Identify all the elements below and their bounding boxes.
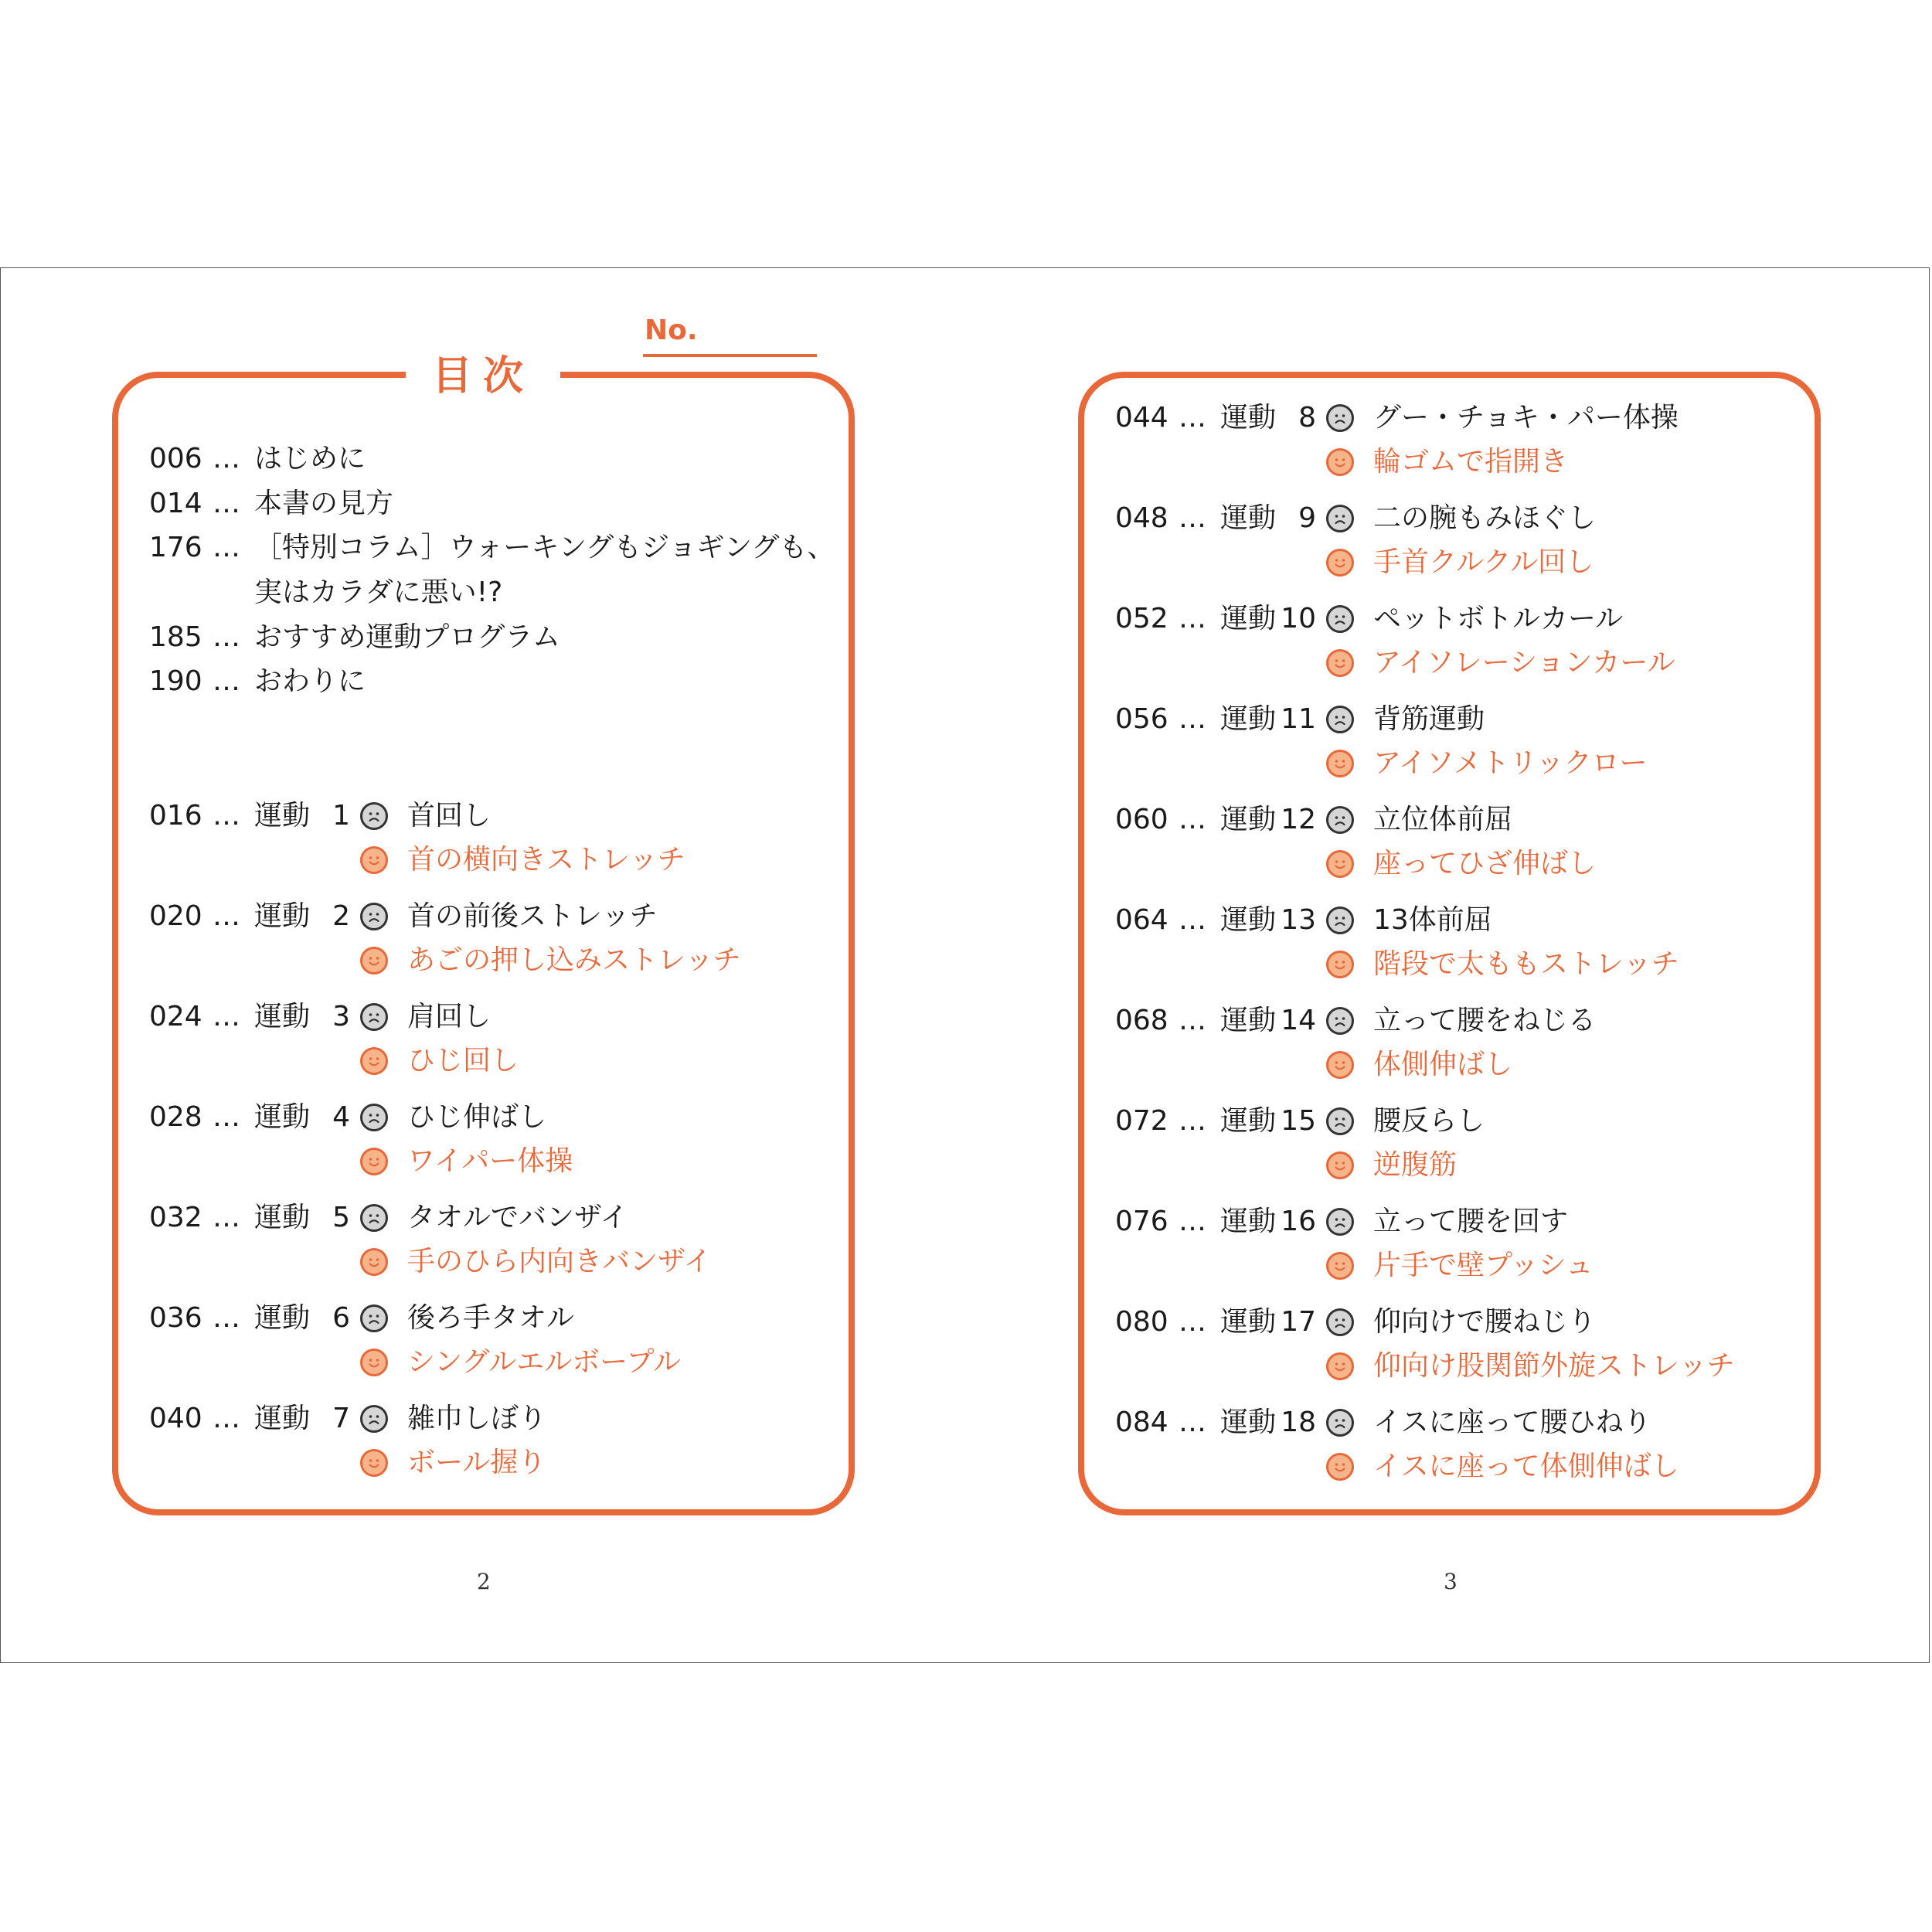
bad-exercise-name: 首の前後ストレッチ bbox=[407, 900, 658, 932]
bad-exercise-name: 後ろ手タオル bbox=[407, 1302, 575, 1334]
exercise-page: 076 bbox=[1115, 1206, 1168, 1237]
exercise-number: 7 bbox=[332, 1403, 351, 1434]
happy-face-icon bbox=[1326, 1453, 1354, 1481]
exercise-word: 運動 bbox=[254, 1101, 311, 1133]
sad-face-icon bbox=[1326, 404, 1354, 432]
sad-face-icon bbox=[360, 1405, 388, 1433]
exercise-number: 10 bbox=[1281, 603, 1317, 634]
exercise-entry bbox=[1115, 400, 1316, 437]
exercise-word: 運動 bbox=[254, 800, 311, 832]
exercise-page: 020 bbox=[149, 900, 202, 932]
exercise-number: 4 bbox=[332, 1101, 351, 1133]
bad-exercise-name: ひじ伸ばし bbox=[407, 1101, 547, 1133]
exercise-entry bbox=[149, 1199, 350, 1236]
happy-face-icon bbox=[1326, 951, 1354, 978]
exercise-page: 052 bbox=[1115, 603, 1168, 634]
exercise-page: 048 bbox=[1115, 502, 1168, 534]
happy-face-icon bbox=[360, 1248, 388, 1276]
sad-face-icon bbox=[360, 1003, 388, 1031]
exercise-word: 運動 bbox=[254, 1001, 311, 1032]
bad-exercise-name: 背筋運動 bbox=[1373, 703, 1485, 735]
sad-face-icon bbox=[360, 1204, 388, 1232]
exercise-entry bbox=[149, 798, 350, 835]
exercise-word: 運動 bbox=[1220, 603, 1277, 634]
toc-box-right bbox=[1078, 372, 1821, 1515]
happy-face-icon bbox=[1326, 649, 1354, 677]
exercise-page: 036 bbox=[149, 1302, 202, 1334]
good-exercise-name: 輪ゴムで指開き bbox=[1373, 446, 1569, 478]
good-exercise-name: アイソレーションカール bbox=[1373, 647, 1675, 679]
exercise-number: 17 bbox=[1281, 1306, 1317, 1338]
good-exercise-name: ひじ回し bbox=[407, 1045, 519, 1077]
good-exercise-name: 体側伸ばし bbox=[1373, 1049, 1513, 1080]
good-exercise-name: シングルエルボープル bbox=[407, 1346, 682, 1378]
exercise-word: 運動 bbox=[1220, 904, 1277, 936]
exercise-word: 運動 bbox=[1220, 804, 1277, 835]
exercise-page: 056 bbox=[1115, 703, 1168, 735]
good-exercise-name: アイソメトリックロー bbox=[1373, 747, 1648, 779]
exercise-number: 14 bbox=[1281, 1005, 1317, 1036]
exercise-entry bbox=[1115, 1002, 1316, 1039]
exercise-entry bbox=[149, 1099, 350, 1136]
intro-entry-continued: 実はカラダに悪い!? bbox=[254, 577, 503, 608]
bad-exercise-name: 立って腰をねじる bbox=[1373, 1005, 1597, 1036]
leader-dots: … bbox=[1179, 904, 1206, 936]
leader-dots: … bbox=[213, 1101, 240, 1133]
sad-face-icon bbox=[1326, 605, 1354, 633]
leader-dots: … bbox=[213, 800, 240, 832]
sad-face-icon bbox=[360, 802, 388, 830]
sad-face-icon bbox=[1326, 1007, 1354, 1035]
happy-face-icon bbox=[360, 846, 388, 874]
exercise-page: 044 bbox=[1115, 402, 1168, 434]
exercise-word: 運動 bbox=[1220, 1306, 1277, 1338]
good-exercise-name: ワイパー体操 bbox=[407, 1145, 573, 1177]
leader-dots: … bbox=[1179, 1105, 1206, 1137]
good-exercise-name: 首の横向きストレッチ bbox=[407, 844, 685, 876]
bad-exercise-name: 立位体前屈 bbox=[1373, 804, 1513, 835]
exercise-word: 運動 bbox=[1220, 502, 1277, 534]
sad-face-icon bbox=[1326, 505, 1354, 532]
bad-exercise-name: イスに座って腰ひねり bbox=[1373, 1406, 1651, 1438]
intro-entry: 176 … ［特別コラム］ウォーキングもジョギングも、 bbox=[149, 532, 835, 563]
good-exercise-name: 片手で壁プッシュ bbox=[1373, 1250, 1594, 1281]
exercise-entry bbox=[1115, 1404, 1316, 1441]
leader-dots: … bbox=[1179, 703, 1206, 735]
sad-face-icon bbox=[1326, 1208, 1354, 1236]
exercise-word: 運動 bbox=[254, 900, 311, 932]
exercise-entry bbox=[1115, 801, 1316, 838]
happy-face-icon bbox=[1326, 1151, 1354, 1179]
sad-face-icon bbox=[360, 1304, 388, 1332]
leader-dots: … bbox=[213, 900, 240, 932]
bad-exercise-name: ペットボトルカール bbox=[1373, 603, 1624, 634]
happy-face-icon bbox=[1326, 549, 1354, 577]
exercise-entry bbox=[149, 998, 350, 1036]
sad-face-icon bbox=[1326, 1409, 1354, 1437]
good-exercise-name: 手首クルクル回し bbox=[1373, 546, 1594, 578]
exercise-number: 18 bbox=[1281, 1406, 1317, 1438]
exercise-page: 080 bbox=[1115, 1306, 1168, 1338]
leader-dots: … bbox=[213, 1202, 240, 1233]
exercise-number: 6 bbox=[332, 1302, 351, 1334]
bad-exercise-name: 雑巾しぼり bbox=[407, 1403, 547, 1434]
exercise-word: 運動 bbox=[254, 1202, 311, 1233]
leader-dots: … bbox=[213, 1403, 240, 1434]
exercise-number: 2 bbox=[332, 900, 351, 932]
bad-exercise-name: 立って腰を回す bbox=[1373, 1206, 1569, 1237]
exercise-number: 12 bbox=[1281, 804, 1317, 835]
good-exercise-name: あごの押し込みストレッチ bbox=[407, 944, 741, 976]
happy-face-icon bbox=[360, 1047, 388, 1075]
leader-dots: … bbox=[1179, 804, 1206, 835]
sad-face-icon bbox=[1326, 806, 1354, 834]
leader-dots: … bbox=[1179, 1206, 1206, 1237]
no-underline bbox=[643, 354, 817, 357]
happy-face-icon bbox=[360, 1148, 388, 1175]
sad-face-icon bbox=[360, 903, 388, 930]
intro-entry: 190 … おわりに bbox=[149, 665, 366, 697]
exercise-page: 068 bbox=[1115, 1005, 1168, 1036]
page-number-left: 2 bbox=[477, 1569, 491, 1594]
exercise-number: 5 bbox=[332, 1202, 351, 1233]
bad-exercise-name: 仰向けで腰ねじり bbox=[1373, 1306, 1597, 1338]
happy-face-icon bbox=[1326, 850, 1354, 878]
good-exercise-name: 逆腹筋 bbox=[1373, 1149, 1458, 1181]
happy-face-icon bbox=[1326, 1051, 1354, 1079]
exercise-word: 運動 bbox=[1220, 703, 1277, 735]
leader-dots: … bbox=[1179, 1306, 1206, 1338]
good-exercise-name: イスに座って体側伸ばし bbox=[1373, 1451, 1679, 1482]
happy-face-icon bbox=[1326, 1252, 1354, 1280]
bad-exercise-name: 肩回し bbox=[407, 1001, 492, 1032]
exercise-entry bbox=[1115, 902, 1316, 939]
exercise-number: 8 bbox=[1298, 402, 1317, 434]
exercise-entry bbox=[1115, 701, 1316, 738]
exercise-entry bbox=[1115, 1304, 1316, 1341]
leader-dots: … bbox=[1179, 1005, 1206, 1036]
happy-face-icon bbox=[360, 1449, 388, 1477]
leader-dots: … bbox=[1179, 402, 1206, 434]
bad-exercise-name: タオルでバンザイ bbox=[407, 1202, 628, 1233]
page-title: 目次 bbox=[406, 349, 560, 403]
page-number-right: 3 bbox=[1444, 1569, 1458, 1594]
sad-face-icon bbox=[1326, 706, 1354, 733]
exercise-number: 9 bbox=[1298, 502, 1317, 534]
leader-dots: … bbox=[1179, 603, 1206, 634]
bad-exercise-name: 腰反らし bbox=[1373, 1105, 1485, 1137]
happy-face-icon bbox=[1326, 1352, 1354, 1380]
exercise-entry bbox=[149, 1300, 350, 1337]
exercise-page: 060 bbox=[1115, 804, 1168, 835]
intro-entry: 185 … おすすめ運動プログラム bbox=[149, 621, 561, 653]
happy-face-icon bbox=[360, 947, 388, 975]
exercise-word: 運動 bbox=[1220, 1206, 1277, 1237]
exercise-number: 15 bbox=[1281, 1105, 1317, 1137]
exercise-page: 040 bbox=[149, 1403, 202, 1434]
exercise-number: 16 bbox=[1281, 1206, 1317, 1237]
exercise-page: 016 bbox=[149, 800, 202, 832]
exercise-entry bbox=[149, 898, 350, 935]
exercise-word: 運動 bbox=[254, 1302, 311, 1334]
good-exercise-name: 階段で太ももストレッチ bbox=[1373, 948, 1679, 980]
happy-face-icon bbox=[1326, 750, 1354, 777]
leader-dots: … bbox=[213, 1001, 240, 1032]
exercise-word: 運動 bbox=[1220, 1105, 1277, 1137]
exercise-page: 024 bbox=[149, 1001, 202, 1032]
no-label: No. bbox=[645, 315, 698, 346]
exercise-number: 13 bbox=[1281, 904, 1317, 936]
exercise-entry bbox=[1115, 1103, 1316, 1140]
happy-face-icon bbox=[1326, 448, 1354, 476]
bad-exercise-name: 二の腕もみほぐし bbox=[1373, 502, 1597, 534]
good-exercise-name: 手のひら内向きバンザイ bbox=[407, 1246, 712, 1277]
bad-exercise-name: 13体前屈 bbox=[1373, 904, 1492, 936]
bad-exercise-name: グー・チョキ・パー体操 bbox=[1373, 402, 1679, 434]
leader-dots: … bbox=[213, 1302, 240, 1334]
exercise-page: 072 bbox=[1115, 1105, 1168, 1137]
exercise-word: 運動 bbox=[1220, 402, 1277, 434]
sad-face-icon bbox=[360, 1104, 388, 1131]
exercise-word: 運動 bbox=[1220, 1406, 1277, 1438]
exercise-entry bbox=[1115, 1203, 1316, 1240]
exercise-number: 1 bbox=[332, 800, 351, 832]
exercise-entry bbox=[1115, 600, 1316, 638]
exercise-entry bbox=[149, 1400, 350, 1437]
exercise-page: 064 bbox=[1115, 904, 1168, 936]
bad-exercise-name: 首回し bbox=[407, 800, 492, 832]
sad-face-icon bbox=[1326, 1107, 1354, 1135]
intro-entry: 014 … 本書の見方 bbox=[149, 488, 394, 519]
exercise-word: 運動 bbox=[254, 1403, 311, 1434]
exercise-number: 3 bbox=[332, 1001, 351, 1032]
good-exercise-name: 座ってひざ伸ばし bbox=[1373, 848, 1597, 879]
exercise-page: 084 bbox=[1115, 1406, 1168, 1438]
good-exercise-name: ボール握り bbox=[407, 1447, 546, 1478]
exercise-page: 032 bbox=[149, 1202, 202, 1233]
leader-dots: … bbox=[1179, 1406, 1206, 1438]
exercise-number: 11 bbox=[1281, 703, 1317, 735]
sad-face-icon bbox=[1326, 1308, 1354, 1336]
good-exercise-name: 仰向け股関節外旋ストレッチ bbox=[1373, 1350, 1735, 1382]
leader-dots: … bbox=[1179, 502, 1206, 534]
exercise-entry bbox=[1115, 500, 1316, 537]
sad-face-icon bbox=[1326, 906, 1354, 934]
exercise-page: 028 bbox=[149, 1101, 202, 1133]
exercise-word: 運動 bbox=[1220, 1005, 1277, 1036]
happy-face-icon bbox=[360, 1349, 388, 1376]
intro-entry: 006 … はじめに bbox=[149, 443, 366, 474]
